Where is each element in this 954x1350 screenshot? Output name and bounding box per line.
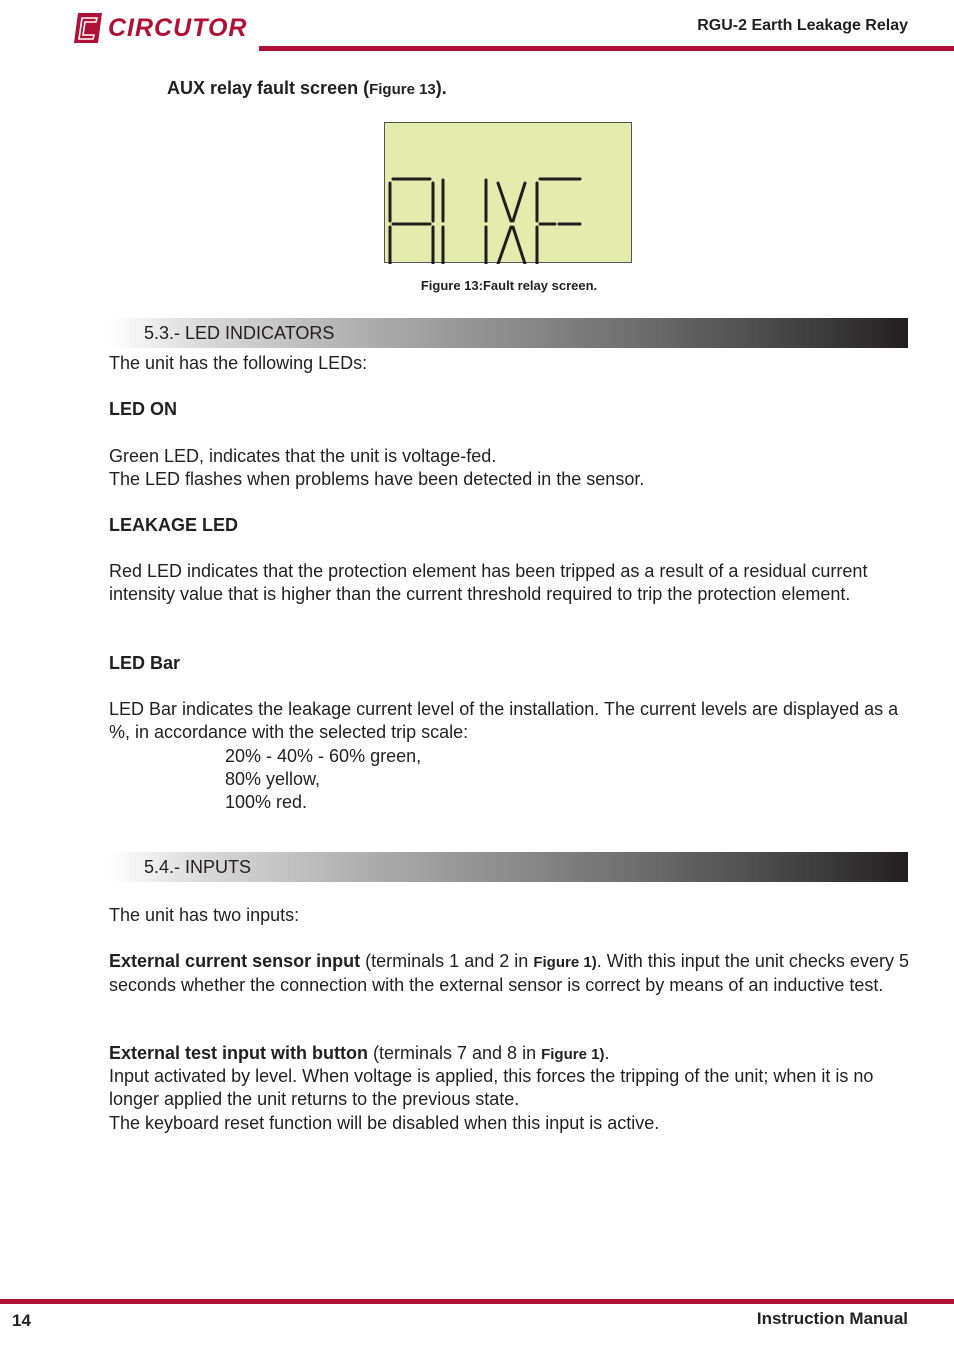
circutor-logo-icon: [70, 11, 104, 45]
lcd-segment-text: [385, 123, 633, 264]
footer-divider: [0, 1299, 954, 1304]
brand-name: CIRCUTOR: [108, 13, 248, 42]
header-divider: [259, 46, 954, 51]
led-on-line1: Green LED, indicates that the unit is voltage-fed.: [109, 446, 497, 466]
figure-ref: Figure 1): [533, 954, 597, 971]
section-header-inputs: 5.4.- INPUTS: [110, 852, 908, 882]
inputs-intro: The unit has two inputs:: [109, 905, 300, 925]
figure-caption: Figure 13:Fault relay screen.: [420, 278, 598, 293]
sensor-input-paragraph: External current sensor input (terminals 1 and 2 in Figure 1). With this input the unit checks every 5 seconds whether the connection with the external sensor is correct by means of an inductive test.: [109, 951, 909, 995]
test-input-label: External test input with button: [109, 1043, 368, 1063]
leakage-led-text: Red LED indicates that the protection element has been tripped as a result of a residual current intensity value that is higher than the current threshold required to trip the protection element.: [109, 561, 868, 604]
leakage-led-heading: LEAKAGE LED: [109, 515, 239, 535]
led-on-heading: LED ON: [109, 399, 178, 419]
led-bar-heading: LED Bar: [109, 653, 181, 673]
figure-ref: Figure 13: [369, 81, 436, 98]
footer-title: Instruction Manual: [756, 1309, 908, 1328]
test-input-line2: The keyboard reset function will be disabled when this input is active.: [109, 1113, 660, 1133]
document-title: RGU-2 Earth Leakage Relay: [697, 17, 908, 34]
section-header-led-indicators: 5.3.- LED INDICATORS: [110, 318, 908, 348]
page-number: 14: [12, 1311, 31, 1330]
led-bar-level-red: 100% red.: [225, 792, 308, 812]
led-bar-level-green: 20% - 40% - 60% green,: [225, 746, 422, 766]
aux-fault-heading: AUX relay fault screen (Figure 13).: [167, 78, 447, 98]
figure-ref: Figure 1): [541, 1046, 605, 1063]
lcd-display: [384, 122, 632, 263]
test-input-heading-line: External test input with button (terminals 7 and 8 in Figure 1).: [109, 1043, 610, 1063]
led-bar-level-yellow: 80% yellow,: [225, 769, 321, 789]
led-intro: The unit has the following LEDs:: [109, 353, 368, 373]
circutor-logo: [70, 11, 247, 45]
led-bar-text: LED Bar indicates the leakage current level of the installation. The current levels are displayed as a %, in accordance with the selected trip scale:: [109, 699, 899, 742]
sensor-input-label: External current sensor input: [109, 951, 361, 971]
led-on-line2: The LED flashes when problems have been detected in the sensor.: [109, 469, 645, 489]
test-input-line1: Input activated by level. When voltage is applied, this forces the tripping of the unit; when it is no longer applied the unit returns to the previous state.: [109, 1066, 874, 1109]
